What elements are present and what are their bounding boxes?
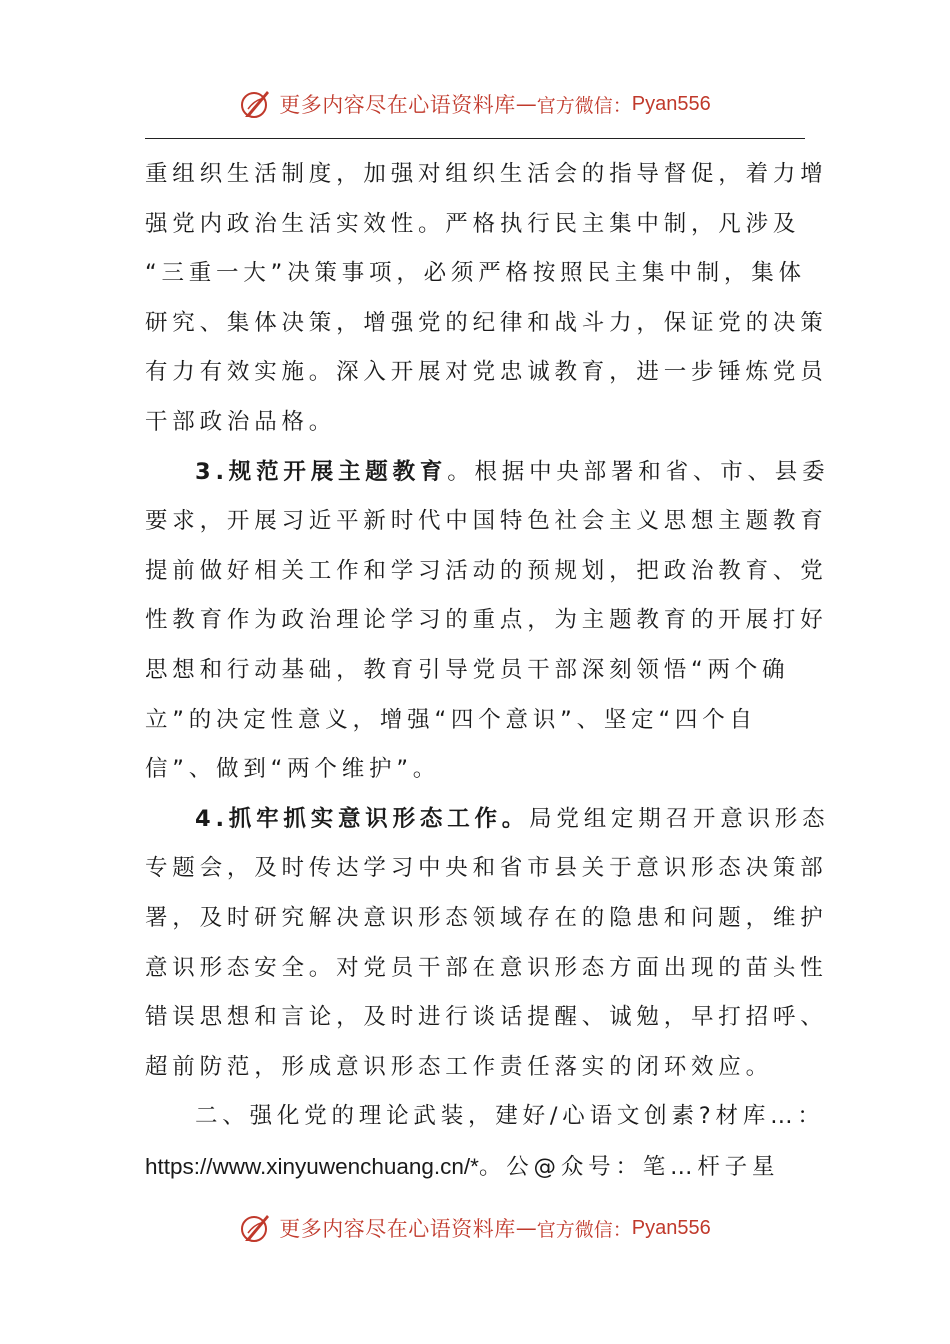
heading-continuation: 。根据中央部署和省、市、县委 xyxy=(447,458,830,485)
text-line xyxy=(145,1142,805,1193)
header-divider xyxy=(145,138,805,139)
text-line: 重组织生活制度，加强对组织生活会的指导督促，着力增 xyxy=(145,161,828,187)
text-line: 二、强化党的理论武装，建好/心语文创素?材库…： xyxy=(195,1103,825,1130)
brand-text: 更多内容尽在心语资料库 xyxy=(279,93,516,117)
paragraph-theory-armament xyxy=(145,1092,825,1192)
header-watermark-banner xyxy=(0,82,950,126)
text-line: 信”、做到“两个维护”。 xyxy=(145,756,441,783)
text-line: “三重一大”决策事项，必须严格按照民主集中制，集体 xyxy=(145,260,806,287)
text-line: 思想和行动基础，教育引导党员干部深刻领悟“两个确 xyxy=(145,656,790,683)
quill-logo-icon xyxy=(239,1211,273,1245)
contact-label: 官方微信： xyxy=(536,1218,632,1241)
heading-continuation: 局党组定期召开意识形态 xyxy=(529,805,830,832)
text-line: 干部政治品格。 xyxy=(145,408,337,435)
text-line: 署，及时研究解决意识形态领域存在的隐患和问题，维护 xyxy=(145,904,828,931)
banner-separator: — xyxy=(515,1216,537,1240)
section-heading-4: 4.抓牢抓实意识形态工作。 xyxy=(195,805,530,832)
text-line: 提前做好相关工作和学习活动的预规划，把政治教育、党 xyxy=(145,557,828,584)
text-line: 专题会，及时传达学习中央和省市县关于意识形态决策部 xyxy=(145,855,828,882)
brand-text: 更多内容尽在心语资料库 xyxy=(279,1217,516,1241)
source-url: https://www.xinyuwenchuang.cn/* xyxy=(145,1153,479,1179)
text-line: 立”的决定性意义，增强“四个意识”、坚定“四个自 xyxy=(145,706,757,733)
contact-label: 官方微信： xyxy=(536,94,632,117)
document-body xyxy=(145,150,830,1192)
text-line xyxy=(145,448,830,498)
text-line: 性教育作为政治理论学习的重点，为主题教育的开展打好 xyxy=(145,607,828,634)
text-line xyxy=(145,795,830,845)
text-line: 强党内政治生活实效性。严格执行民主集中制，凡涉及 xyxy=(145,210,801,237)
url-trailing-text: 。公@众号：笔…杆子星 xyxy=(478,1153,780,1180)
text-line: 研究、集体决策，增强党的纪律和战斗力，保证党的决策 xyxy=(145,309,828,336)
text-line: 意识形态安全。对党员干部在意识形态方面出现的苗头性 xyxy=(145,954,828,981)
text-line: 超前防范，形成意识形态工作责任落实的闭环效应。 xyxy=(145,1053,773,1080)
banner-separator: — xyxy=(515,92,537,116)
paragraph-organizational-life xyxy=(145,150,828,448)
footer-watermark-banner xyxy=(0,1206,950,1250)
text-line: 错误思想和言论，及时进行谈话提醒、诚勉，早打招呼、 xyxy=(145,1004,828,1031)
contact-handle: Pyan556 xyxy=(631,92,711,115)
paragraph-theme-education xyxy=(145,448,830,795)
text-line: 要求，开展习近平新时代中国特色社会主义思想主题教育 xyxy=(145,508,828,535)
paragraph-ideology-work xyxy=(145,795,830,1093)
quill-logo-icon xyxy=(239,87,273,121)
text-line: 有力有效实施。深入开展对党忠诚教育，进一步锤炼党员 xyxy=(145,359,828,386)
contact-handle: Pyan556 xyxy=(631,1216,711,1239)
section-heading-3: 3.规范开展主题教育 xyxy=(195,458,448,485)
